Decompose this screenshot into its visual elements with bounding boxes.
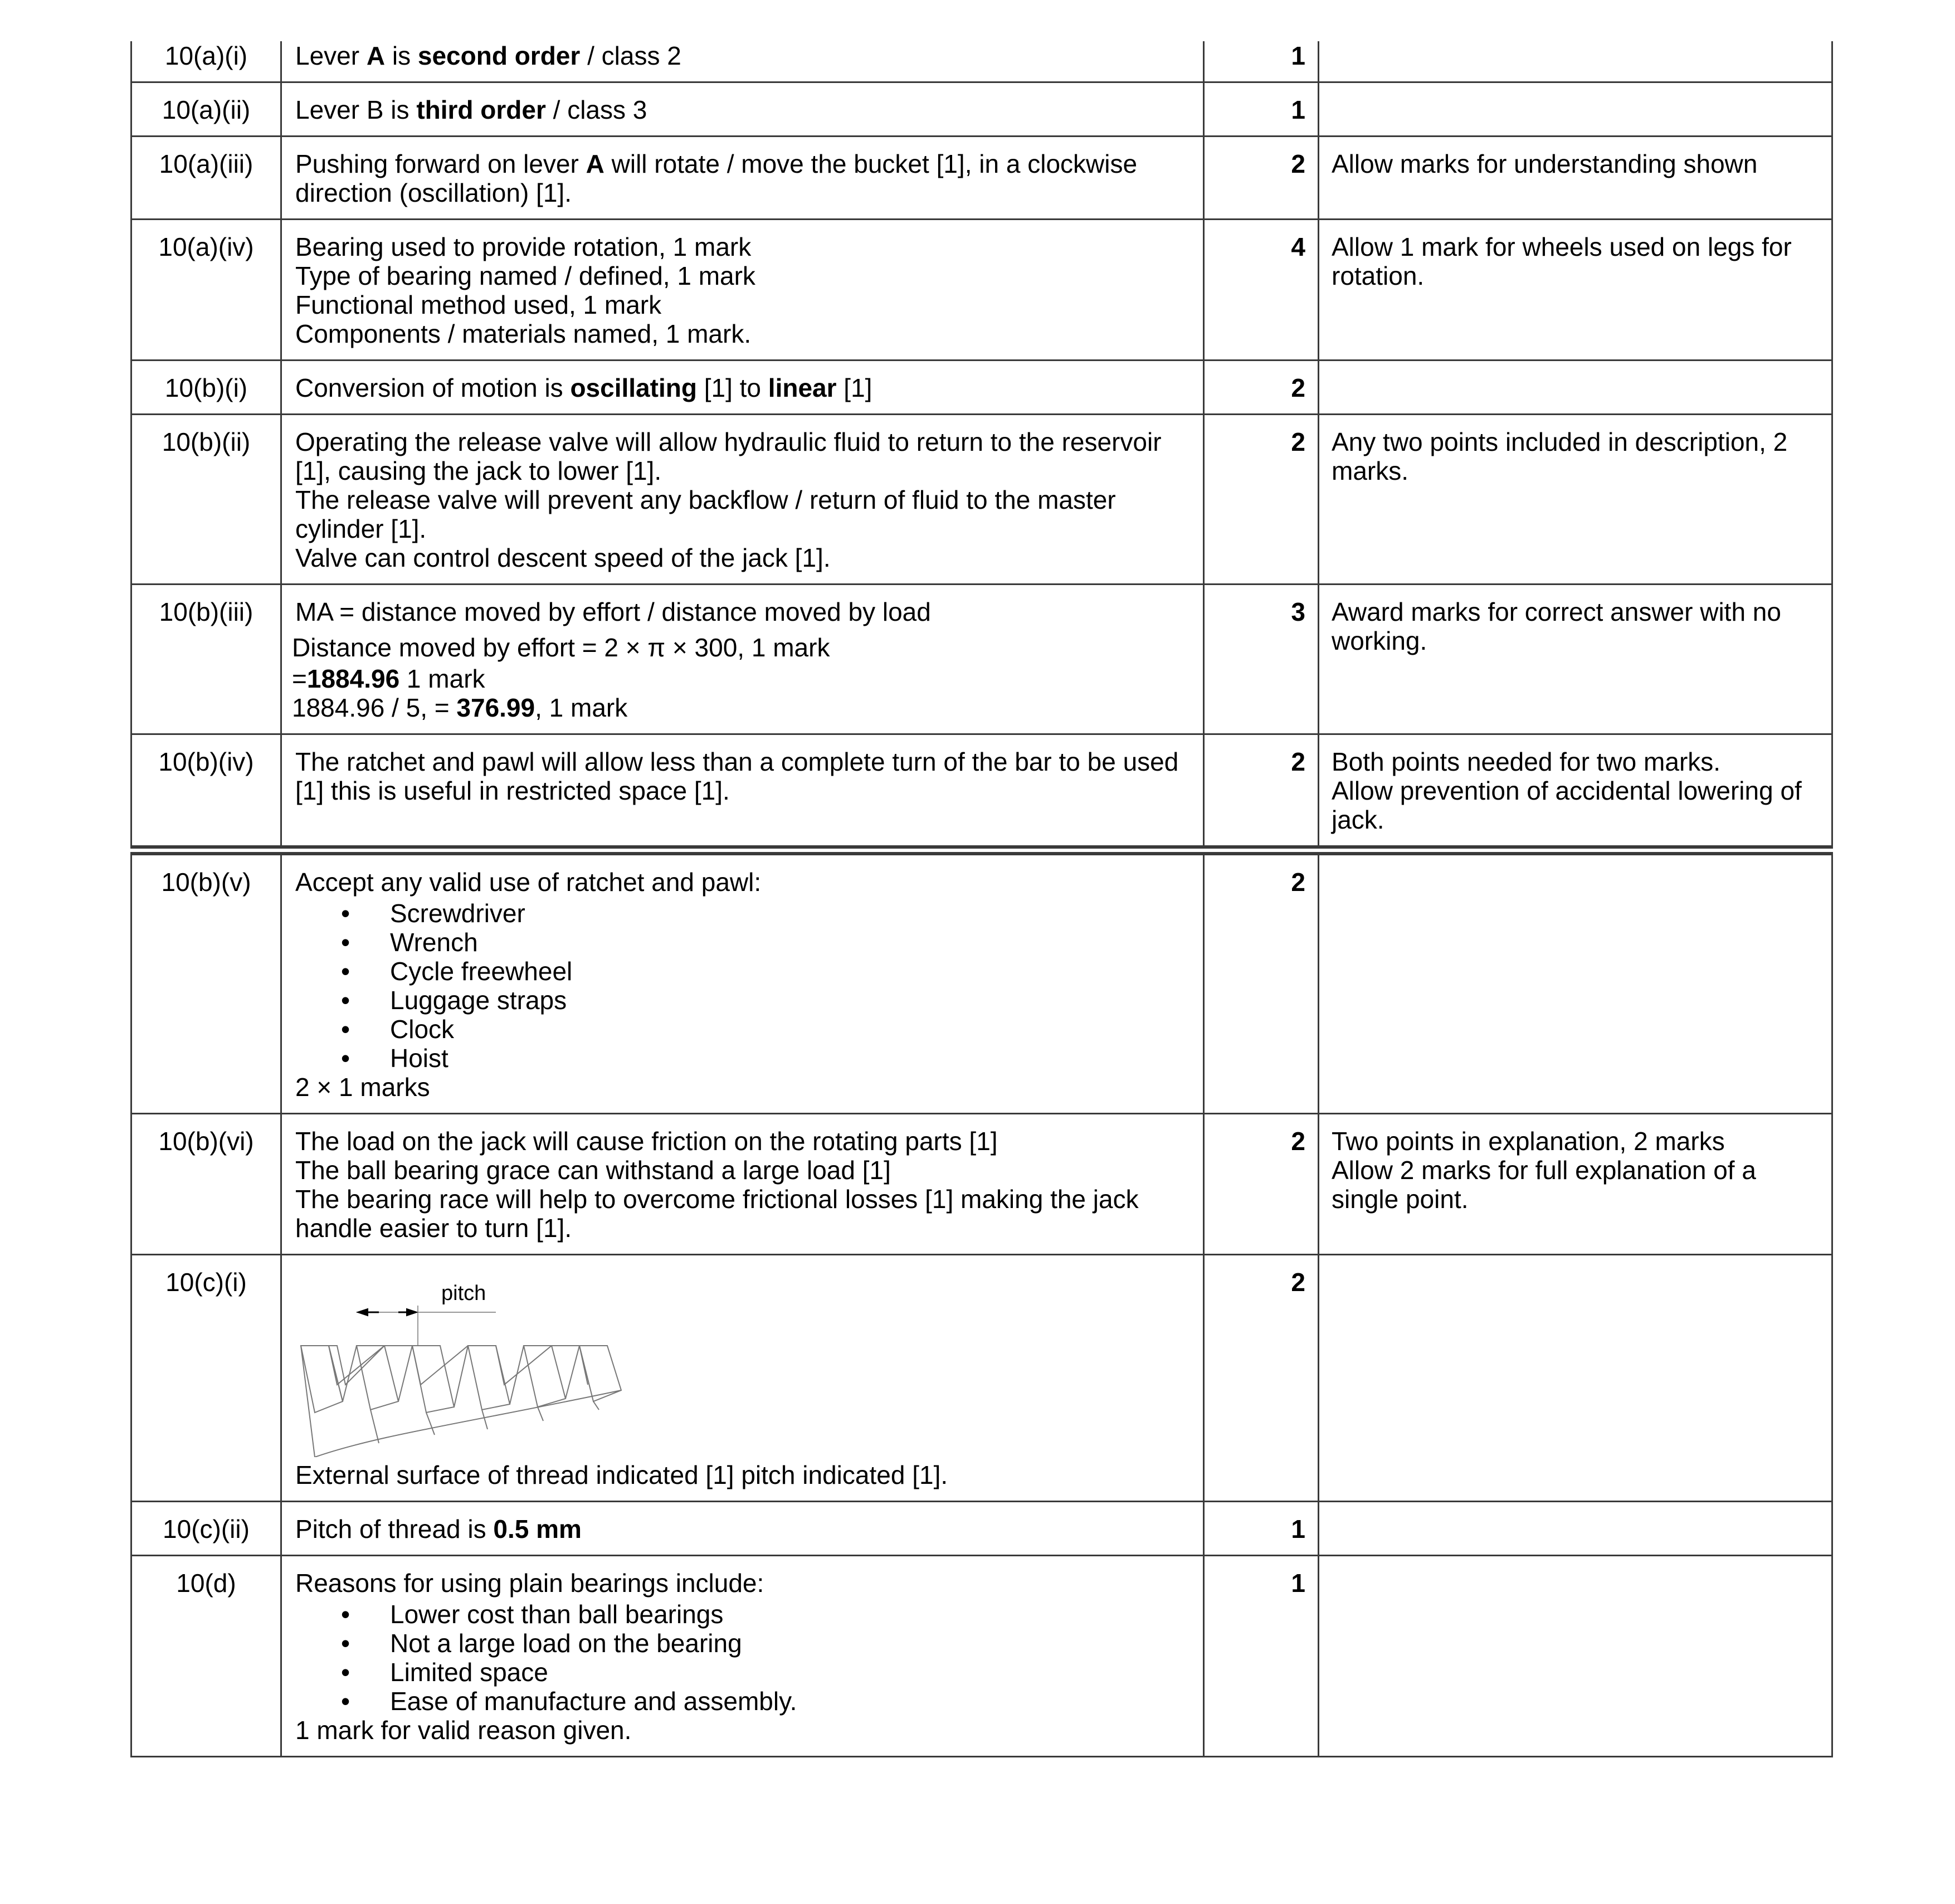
marks: 4 (1204, 220, 1319, 361)
marks: 1 (1204, 41, 1319, 82)
table-row (131, 1114, 1832, 1255)
marks: 2 (1204, 361, 1319, 415)
table-row (131, 850, 1832, 1114)
answer: Operating the release valve will allow hydraulic fluid to return to the reservoir [1], causing the jack to lower [1]. The release valve will prevent any backflow / return of fluid to the master cylinder [1]. Valve can control descent speed of the jack [1]. (281, 415, 1204, 585)
marks: 2 (1204, 1255, 1319, 1502)
question-number: 10(c)(ii) (131, 1502, 281, 1556)
guidance: Award marks for correct answer with no working. (1319, 585, 1832, 734)
guidance (1319, 82, 1832, 137)
list-item: • Luggage straps (295, 986, 1191, 1015)
answer: Reasons for using plain bearings include: • Lower cost than ball bearings • Not a large load on the bearing • Limited space • Ease of manufacture and assembly. 1 mark for valid reason given. (281, 1556, 1204, 1757)
list-item: • Lower cost than ball bearings (295, 1600, 1191, 1629)
guidance: Allow 1 mark for wheels used on legs for rotation. (1319, 220, 1832, 361)
answer: MA = distance moved by effort / distance moved by load Distance moved by effort = 2 × π × 300, 1 mark =1884.96 1 mark 1884.96 / 5, = 376.99, 1 mark (281, 585, 1204, 734)
marks: 1 (1204, 1556, 1319, 1757)
question-number: 10(b)(iv) (131, 734, 281, 851)
list-item: • Not a large load on the bearing (295, 1629, 1191, 1658)
guidance: Any two points included in description, 2 marks. (1319, 415, 1832, 585)
question-number: 10(b)(vi) (131, 1114, 281, 1255)
table-row (131, 41, 1832, 82)
answer: Bearing used to provide rotation, 1 mark Type of bearing named / defined, 1 mark Functional method used, 1 mark Components / materials named, 1 mark. (281, 220, 1204, 361)
mark-scheme-table (130, 41, 1833, 1757)
guidance: Both points needed for two marks. Allow prevention of accidental lowering of jack. (1319, 734, 1832, 851)
guidance (1319, 1255, 1832, 1502)
table-row (131, 137, 1832, 220)
table-row (131, 1556, 1832, 1757)
answer: Lever B is third order / class 3 (281, 82, 1204, 137)
table-row (131, 415, 1832, 585)
question-number: 10(b)(v) (131, 850, 281, 1114)
question-number: 10(a)(ii) (131, 82, 281, 137)
question-number: 10(b)(i) (131, 361, 281, 415)
table-row (131, 361, 1832, 415)
question-number: 10(a)(iv) (131, 220, 281, 361)
marks: 2 (1204, 734, 1319, 851)
marks: 2 (1204, 1114, 1319, 1255)
list-item: • Cycle freewheel (295, 957, 1191, 986)
marks: 1 (1204, 82, 1319, 137)
answer: The ratchet and pawl will allow less than a complete turn of the bar to be used [1] this is useful in restricted space [1]. (281, 734, 1204, 851)
answer: pitch External surface of thread indicated [1] pitch indicated [1]. (281, 1255, 1204, 1502)
bullet-list (295, 899, 1191, 1073)
answer: Lever A is second order / class 2 (281, 41, 1204, 82)
answer: Conversion of motion is oscillating [1] to linear [1] (281, 361, 1204, 415)
list-item: • Clock (295, 1015, 1191, 1044)
answer: Pushing forward on lever A will rotate / move the bucket [1], in a clockwise direction (oscillation) [1]. (281, 137, 1204, 220)
list-item: • Wrench (295, 928, 1191, 957)
marks: 2 (1204, 850, 1319, 1114)
table-row (131, 1502, 1832, 1556)
list-item: • Ease of manufacture and assembly. (295, 1687, 1191, 1716)
marks: 3 (1204, 585, 1319, 734)
guidance (1319, 1502, 1832, 1556)
question-number: 10(a)(i) (131, 41, 281, 82)
answer: The load on the jack will cause friction on the rotating parts [1] The ball bearing grace can withstand a large load [1] The bearing race will help to overcome frictional losses [1] making the jack handle easier to turn [1]. (281, 1114, 1204, 1255)
guidance: Allow marks for understanding shown (1319, 137, 1832, 220)
table-row (131, 1255, 1832, 1502)
answer: Accept any valid use of ratchet and pawl: • Screwdriver • Wrench • Cycle freewheel • Luggage straps • Clock • Hoist 2 × 1 marks (281, 850, 1204, 1114)
bullet-list (295, 1600, 1191, 1716)
question-number: 10(b)(iii) (131, 585, 281, 734)
list-item: • Limited space (295, 1658, 1191, 1687)
guidance (1319, 850, 1832, 1114)
guidance (1319, 361, 1832, 415)
question-number: 10(c)(i) (131, 1255, 281, 1502)
question-number: 10(d) (131, 1556, 281, 1757)
pitch-label: pitch (441, 1282, 486, 1305)
guidance: Two points in explanation, 2 marks Allow 2 marks for full explanation of a single point. (1319, 1114, 1832, 1255)
question-number: 10(a)(iii) (131, 137, 281, 220)
guidance (1319, 1556, 1832, 1757)
question-number: 10(b)(ii) (131, 415, 281, 585)
marks: 2 (1204, 137, 1319, 220)
marks: 1 (1204, 1502, 1319, 1556)
list-item: • Screwdriver (295, 899, 1191, 928)
guidance (1319, 41, 1832, 82)
table-row (131, 734, 1832, 851)
table-row (131, 220, 1832, 361)
list-item: • Hoist (295, 1044, 1191, 1073)
answer: Pitch of thread is 0.5 mm (281, 1502, 1204, 1556)
table-row (131, 585, 1832, 734)
marks: 2 (1204, 415, 1319, 585)
thread-pitch-diagram (295, 1273, 1191, 1457)
table-row (131, 82, 1832, 137)
